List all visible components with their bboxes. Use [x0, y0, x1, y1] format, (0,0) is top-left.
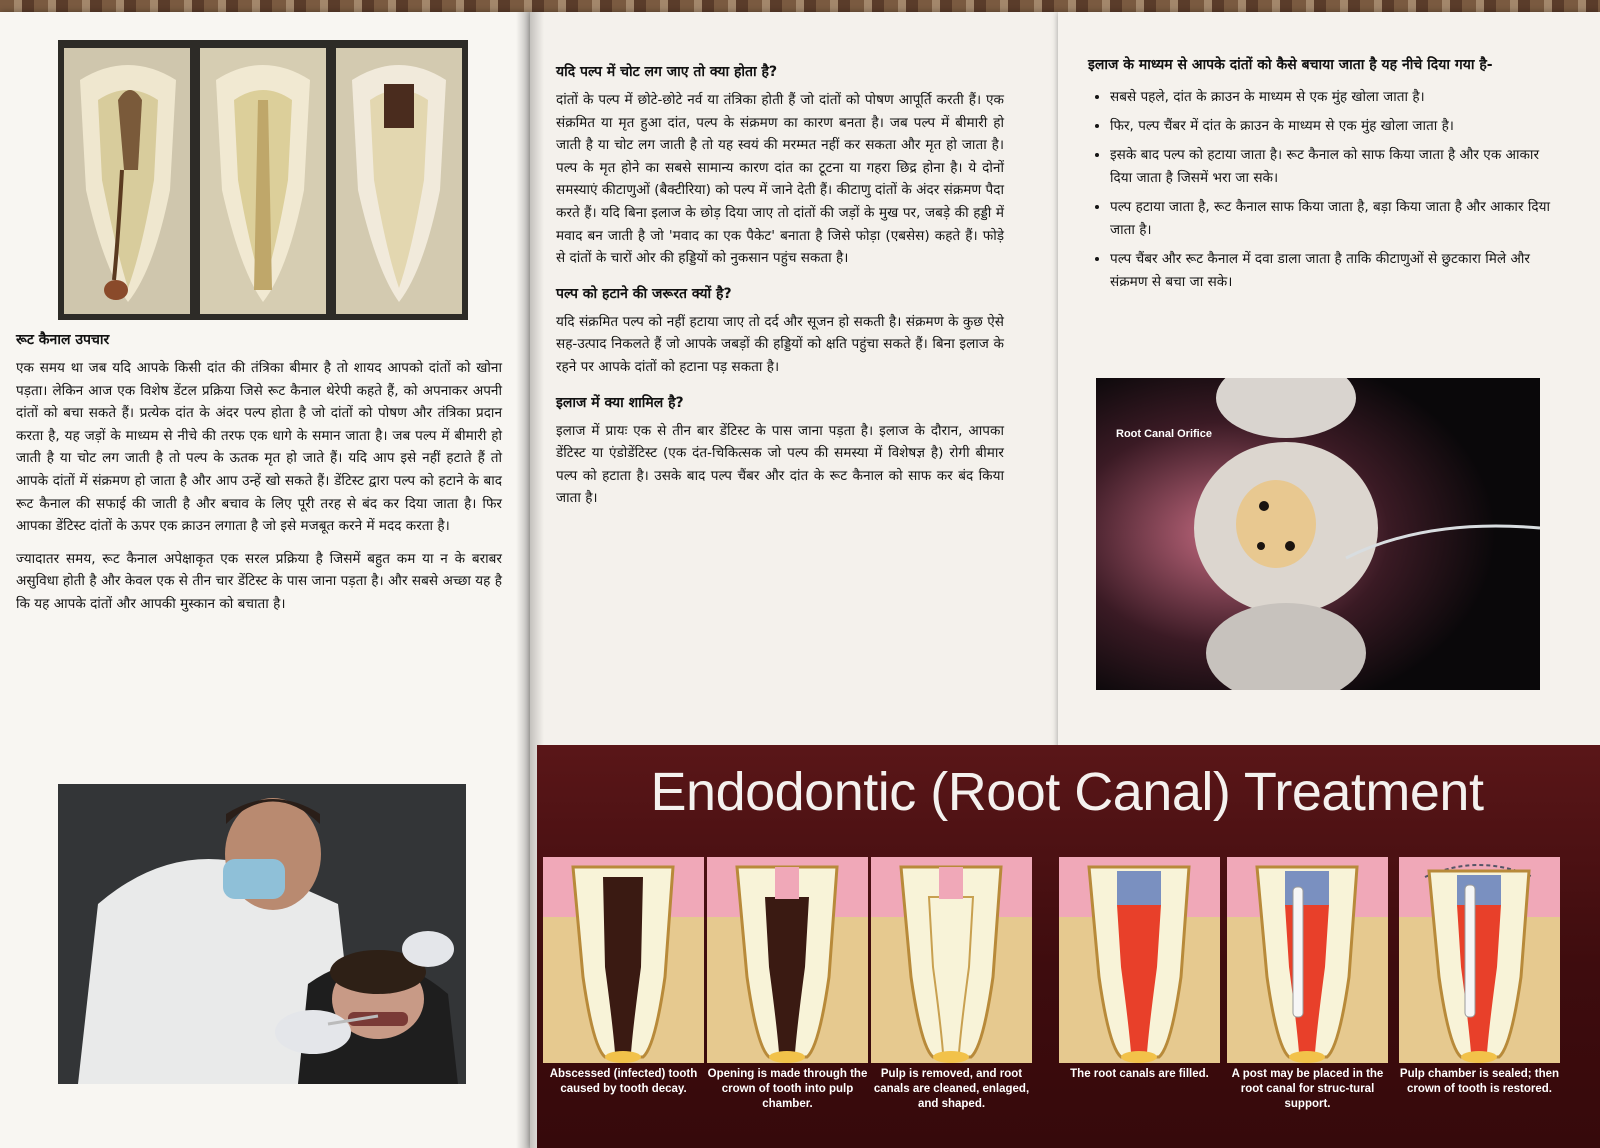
- treatment-includes-heading: इलाज में क्या शामिल है?: [556, 394, 684, 411]
- treatment-step-3: [871, 857, 1032, 1112]
- list-item: • पल्प हटाया जाता है, रूट कैनाल साफ किया जाता है, बड़ा किया जाता है और आकार दिया जाता है।: [1110, 196, 1558, 242]
- crown-restored-illustration: [1399, 857, 1560, 1063]
- dentist-treating-patient-photo: [58, 784, 466, 1084]
- treatment-includes-text: इलाज में प्रायः एक से तीन बार डेंटिस्ट के पास जाना पड़ता है। इलाज के दौरान, आपका डेंटिस्ट या एंडोडेंटिस्ट (एक दंत-चिकित्सक जो पल्प की समस्या में विशेषज्ञ है) रोगी बीमार पल्प को हटाता है। उसके बाद पल्प चैंबर और दांत के रूट कैनाल को साफ कर बंद किया जाता है।: [556, 422, 1004, 507]
- step-caption: The root canals are filled.: [1070, 1068, 1209, 1080]
- list-item: • पल्प चैंबर और रूट कैनाल में दवा डाला जाता है ताकि कीटाणुओं से छुटकारा मिले और संक्रमण से बचा जा सके।: [1110, 248, 1558, 294]
- pulp-removal-text: यदि संक्रमित पल्प को नहीं हटाया जाए तो दर्द और सूजन हो सकती है। संक्रमण के कुछ ऐसे सह-उत्पाद निकलते हैं जो आपके जबड़ों की हड्डियों को क्षति पहुंचा सकते हैं। बिना इलाज के रहने पर आपके दांतों को हटाना पड़ सकता है।: [556, 313, 1004, 375]
- brochure-panel-left: [0, 12, 530, 1148]
- treatment-step-6: [1399, 857, 1560, 1097]
- how-teeth-saved-heading: इलाज के माध्यम से आपके दांतों को कैसे बचाया जाता है यह नीचे दिया गया है-: [1088, 57, 1493, 73]
- step-caption: Abscessed (infected) tooth caused by tooth decay.: [549, 1068, 698, 1095]
- root-canal-heading: रूट कैनाल उपचार: [16, 332, 110, 348]
- treatment-step-1: [543, 857, 704, 1097]
- root-canal-orifice-label: Root Canal Orifice: [1116, 428, 1212, 440]
- treatment-step-4: [1059, 857, 1220, 1082]
- post-placed-illustration: [1227, 857, 1388, 1063]
- intro-paragraph: एक समय था जब यदि आपके किसी दांत की तंत्रिका बीमार है तो शायद आपको दांतों को खोना पड़ता। लेकिन आज एक विशेष डेंटल प्रक्रिया जिसे रूट कैनाल थेरेपी कहते हैं, को अपनाकर अपनी दांतों को बचा सकते हैं। प्रत्येक दांत के अंदर पल्प होता है जो दांतों को पोषण और तंत्रिका प्रदान करता है, यह जड़ों के माध्यम से नीचे की तरफ एक धागे के समान जाता है। जब पल्प में बीमारी हो जाती है या चोट लग जाती है तो पल्प के ऊतक मृत हो जाते हैं। यदि आप इसे नहीं हटाते हैं तो आपके दांतों में संक्रमण हो जाता है और आप उन्हें खो सकते हैं। डेंटिस्ट द्वारा पल्प को हटाने के बाद रूट कैनाल की सफाई की जाती है और बचाव के लिए पूरी तरह से बंद कर दिया जाता है। फिर आपका डेंटिस्ट दांतों के ऊपर एक क्राउन लगाता है जो इसे मजबूत करने में मदद करता है।: [16, 360, 502, 535]
- tooth-cross-section-photo: [58, 40, 468, 320]
- list-item: • सबसे पहले, दांत के क्राउन के माध्यम से एक मुंह खोला जाता है।: [1110, 86, 1558, 109]
- pulp-removal-heading: पल्प को हटाने की जरूरत क्यों है?: [556, 285, 732, 302]
- treatment-step-2: [707, 857, 868, 1112]
- list-item: • इसके बाद पल्प को हटाया जाता है। रूट कैनाल को साफ किया जाता है और एक आकार दिया जाता है जिसमें भरा जा सके।: [1110, 144, 1558, 190]
- pulp-injury-text: दांतों के पल्प में छोटे-छोटे नर्व या तंत्रिका होती हैं जो दांतों को पोषण आपूर्ति करती हैं। एक संक्रमित या मृत हुआ दांत, पल्प के संक्रमण का कारण बनता है। जब पल्प में बीमारी हो जाती है या चोट लग जाती है तो यह स्वयं की मरम्मत नहीं कर सकता और मृत हो जाता है। पल्प के मृत होने का सबसे सामान्य कारण दांत का टूटना या गहरा छिद्र होना है। ये दोनों समस्याएं कीटाणुओं (बैक्टीरिया) को पल्प में जाने देती हैं। कीटाणु दांतों के अंदर संक्रमण पैदा करते हैं। यदि बिना इलाज के छोड़ दिया जाए तो दांतों की जड़ों के मुख पर, जबड़े की हड्डी में मवाद बन जाती है जो 'मवाद का एक पैकेट' बनाता है जिसे फोड़ा (एबसेस) कहते हैं। फोड़े से दांतों के चारों ओर की हड्डियों को नुकसान पहुंच सकता है।: [556, 92, 1004, 267]
- opening-made-illustration: [707, 857, 868, 1063]
- step-caption: Pulp is removed, and root canals are cleaned, enlaged, and shaped.: [873, 1068, 1030, 1110]
- abscessed-tooth-illustration: [543, 857, 704, 1063]
- pulp-injury-heading: यदि पल्प में चोट लग जाए तो क्या होता है?: [556, 64, 778, 80]
- step-caption: A post may be placed in the root canal for struc-tural support.: [1231, 1068, 1384, 1110]
- treatment-steps-list: [1088, 86, 1558, 294]
- list-item: • फिर, पल्प चैंबर में दांत के क्राउन के माध्यम से एक मुंह खोला जाता है।: [1110, 115, 1558, 138]
- canals-filled-illustration: [1059, 857, 1220, 1063]
- fold-shadow: [516, 12, 530, 1148]
- pulp-removed-illustration: [871, 857, 1032, 1063]
- summary-paragraph: ज्यादातर समय, रूट कैनाल अपेक्षाकृत एक सरल प्रक्रिया है जिसमें बहुत कम या न के बराबर असुविधा होती है और केवल एक से तीन चार डेंटिस्ट के पास जाना पड़ता है। और सबसे अच्छा यह है कि यह आपके दांतों और आपकी मुस्कान को बचाता है।: [16, 550, 502, 612]
- step-caption: Opening is made through the crown of tooth into pulp chamber.: [707, 1068, 868, 1110]
- endodontic-treatment-banner: [537, 745, 1600, 1148]
- treatment-step-5: [1227, 857, 1388, 1112]
- banner-title: Endodontic (Root Canal) Treatment: [650, 762, 1484, 822]
- step-caption: Pulp chamber is sealed; then crown of tooth is restored.: [1399, 1068, 1560, 1095]
- root-canal-orifice-image: [1096, 378, 1540, 690]
